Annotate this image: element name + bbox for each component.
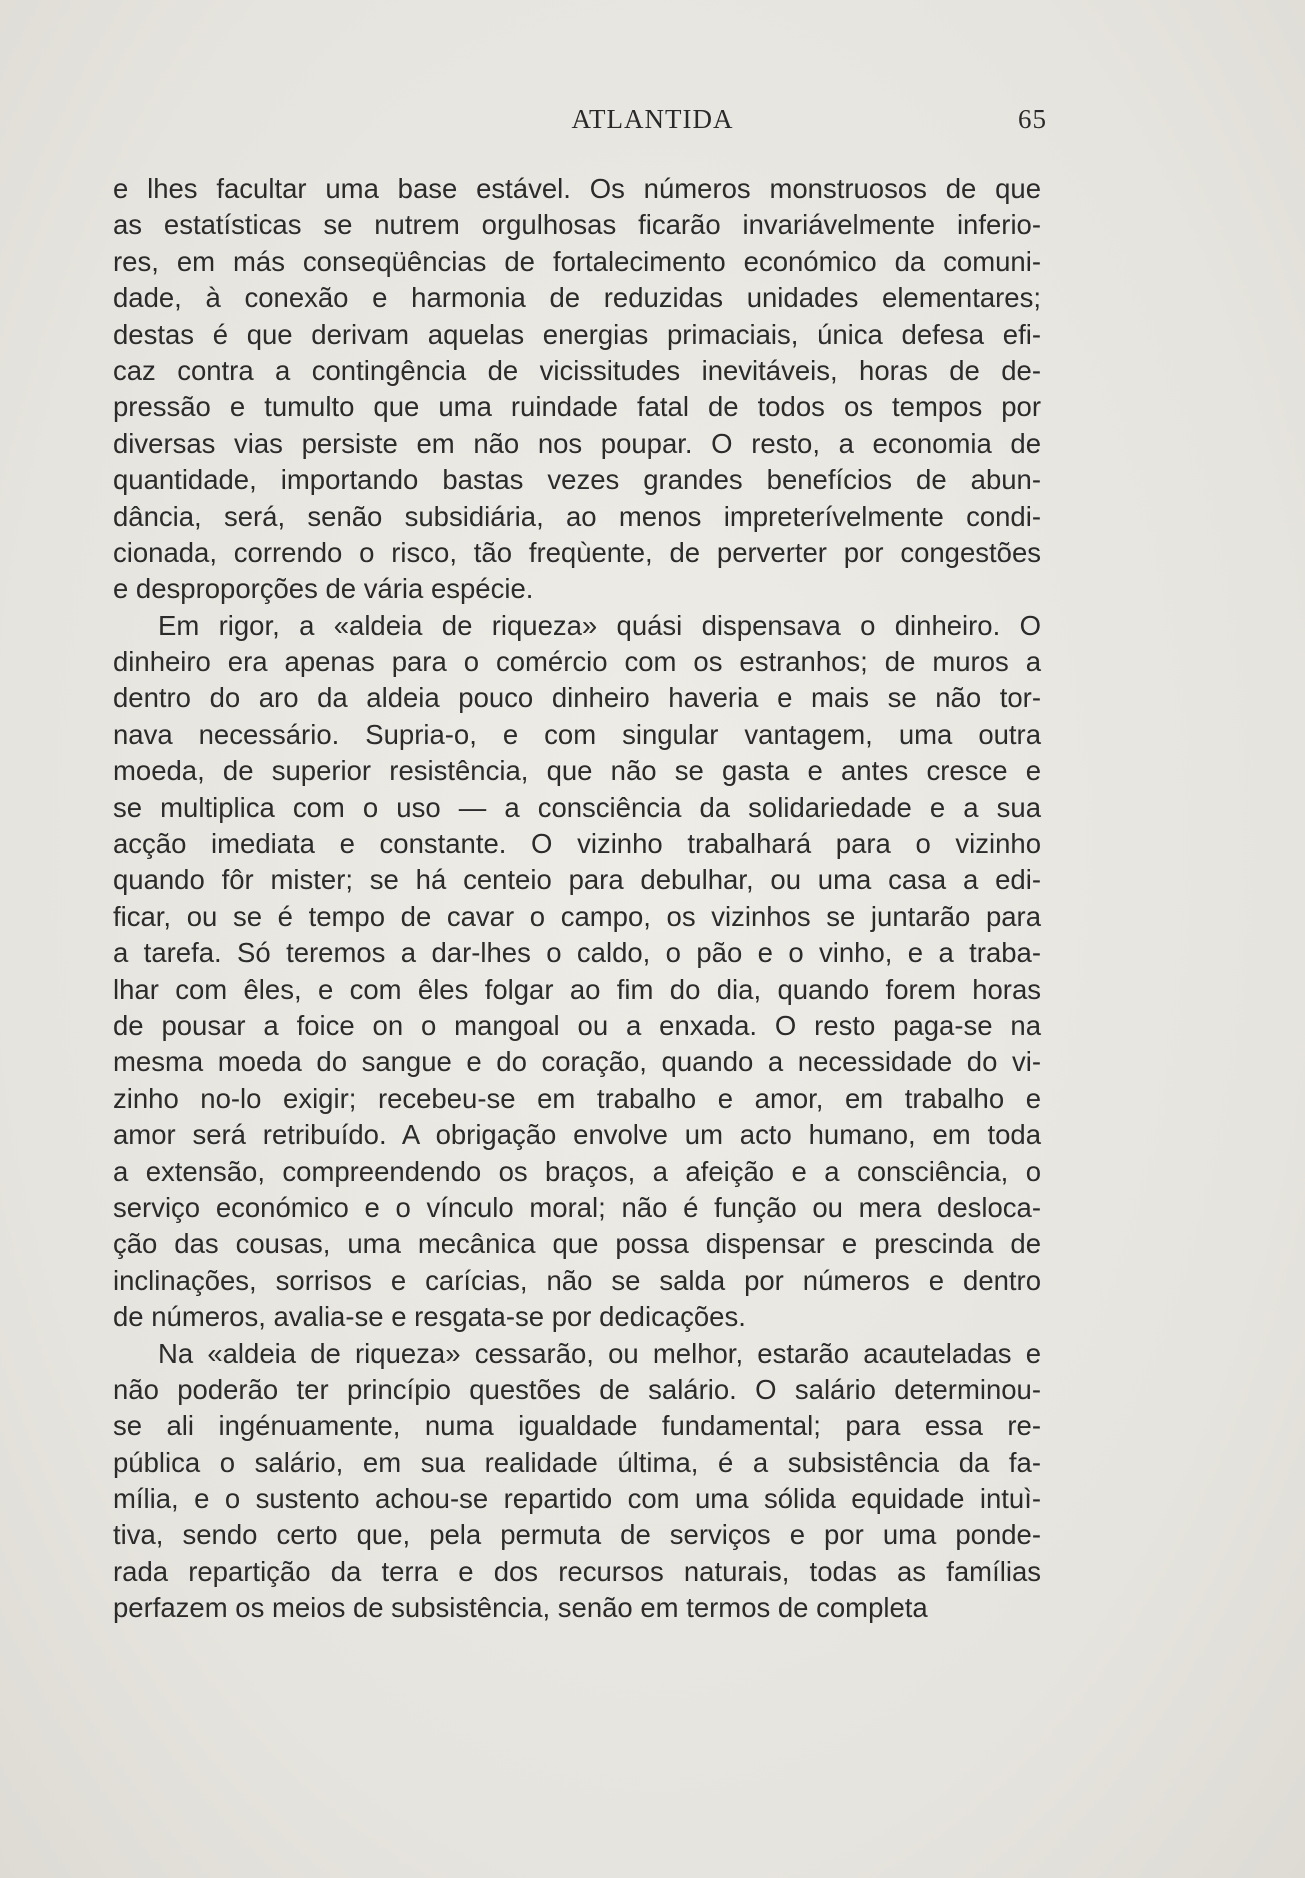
text-line: a tarefa. Só teremos a dar-lhes o caldo, o pão e o vinho, e a traba-: [113, 937, 1041, 969]
text-line: não poderão ter princípio questões de salário. O salário determinou-: [113, 1373, 1041, 1405]
text-line: e desproporções de vária espécie.: [113, 573, 534, 605]
paragraph: [113, 608, 1041, 1336]
text-line: rada repartição da terra e dos recursos naturais, todas as famílias: [113, 1555, 1041, 1587]
running-title: ATLANTIDA: [571, 104, 734, 134]
text-line: mesma moeda do sangue e do coração, quando a necessidade do vi-: [113, 1046, 1041, 1078]
paragraph: [113, 171, 1041, 608]
text-line: inclinações, sorrisos e carícias, não se salda por números e dentro: [113, 1264, 1041, 1296]
text-line: diversas vias persiste em não nos poupar. O resto, a economia de: [113, 427, 1041, 459]
body-text: [113, 171, 1041, 1627]
text-line: a extensão, compreendendo os braços, a afeição e a consciência, o: [113, 1155, 1041, 1187]
text-line: caz contra a contingência de vicissitudes inevitáveis, horas de de-: [113, 354, 1041, 386]
text-line: se ali ingénuamente, numa igualdade fundamental; para essa re-: [113, 1410, 1041, 1442]
text-line: destas é que derivam aquelas energias primaciais, única defesa efi-: [113, 318, 1041, 350]
text-line: de pousar a foice on o mangoal ou a enxada. O resto paga-se na: [113, 1009, 1041, 1041]
text-line: mília, e o sustento achou-se repartido com uma sólida equidade intuì-: [113, 1483, 1041, 1515]
text-line: quando fôr mister; se há centeio para debulhar, ou uma casa a edi-: [113, 864, 1041, 896]
text-line: lhar com êles, e com êles folgar ao fim do dia, quando forem horas: [113, 973, 1041, 1005]
text-line: dância, será, senão subsidiária, ao menos impreterívelmente condi-: [113, 500, 1041, 532]
page-number: 65: [1018, 104, 1047, 134]
text-line: nava necessário. Supria-o, e com singular vantagem, uma outra: [113, 718, 1041, 750]
text-line: Em rigor, a «aldeia de riqueza» quási dispensava o dinheiro. O: [158, 609, 1041, 641]
paragraph: [113, 1336, 1041, 1627]
page-header: [0, 104, 1305, 144]
text-line: se multiplica com o uso — a consciência da solidariedade e a sua: [113, 791, 1041, 823]
text-line: moeda, de superior resistência, que não se gasta e antes cresce e: [113, 755, 1041, 787]
text-line: quantidade, importando bastas vezes grandes benefícios de abun-: [113, 464, 1041, 496]
text-line: acção imediata e constante. O vizinho trabalhará para o vizinho: [113, 828, 1041, 860]
text-line: ficar, ou se é tempo de cavar o campo, os vizinhos se juntarão para: [113, 900, 1041, 932]
text-line: pública o salário, em sua realidade última, é a subsistência da fa-: [113, 1446, 1041, 1478]
text-line: as estatísticas se nutrem orgulhosas ficarão invariávelmente inferio-: [113, 209, 1041, 241]
text-line: dade, à conexão e harmonia de reduzidas unidades elementares;: [113, 282, 1041, 314]
text-line: e lhes facultar uma base estável. Os números monstruosos de que: [113, 173, 1041, 204]
text-line: tiva, sendo certo que, pela permuta de serviços e por uma ponde-: [113, 1519, 1041, 1551]
text-line: res, em más conseqüências de fortalecimento económico da comuni-: [113, 245, 1041, 277]
text-line: Na «aldeia de riqueza» cessarão, ou melhor, estarão acauteladas e: [158, 1337, 1041, 1369]
text-line: pressão e tumulto que uma ruindade fatal de todos os tempos por: [113, 391, 1041, 423]
text-line: amor será retribuído. A obrigação envolve um acto humano, em toda: [113, 1119, 1041, 1151]
text-line: dentro do aro da aldeia pouco dinheiro haveria e mais se não tor-: [113, 682, 1041, 714]
text-line: de números, avalia-se e resgata-se por dedicações.: [113, 1301, 746, 1333]
text-line: serviço económico e o vínculo moral; não é função ou mera desloca-: [113, 1191, 1041, 1223]
text-line: ção das cousas, uma mecânica que possa dispensar e prescinda de: [113, 1228, 1041, 1260]
text-line: zinho no-lo exigir; recebeu-se em trabalho e amor, em trabalho e: [113, 1082, 1041, 1114]
text-line: cionada, correndo o risco, tão freqùente, de perverter por congestões: [113, 536, 1041, 568]
text-line: dinheiro era apenas para o comércio com os estranhos; de muros a: [113, 646, 1041, 678]
text-line: perfazem os meios de subsistência, senão em termos de completa: [113, 1592, 928, 1624]
